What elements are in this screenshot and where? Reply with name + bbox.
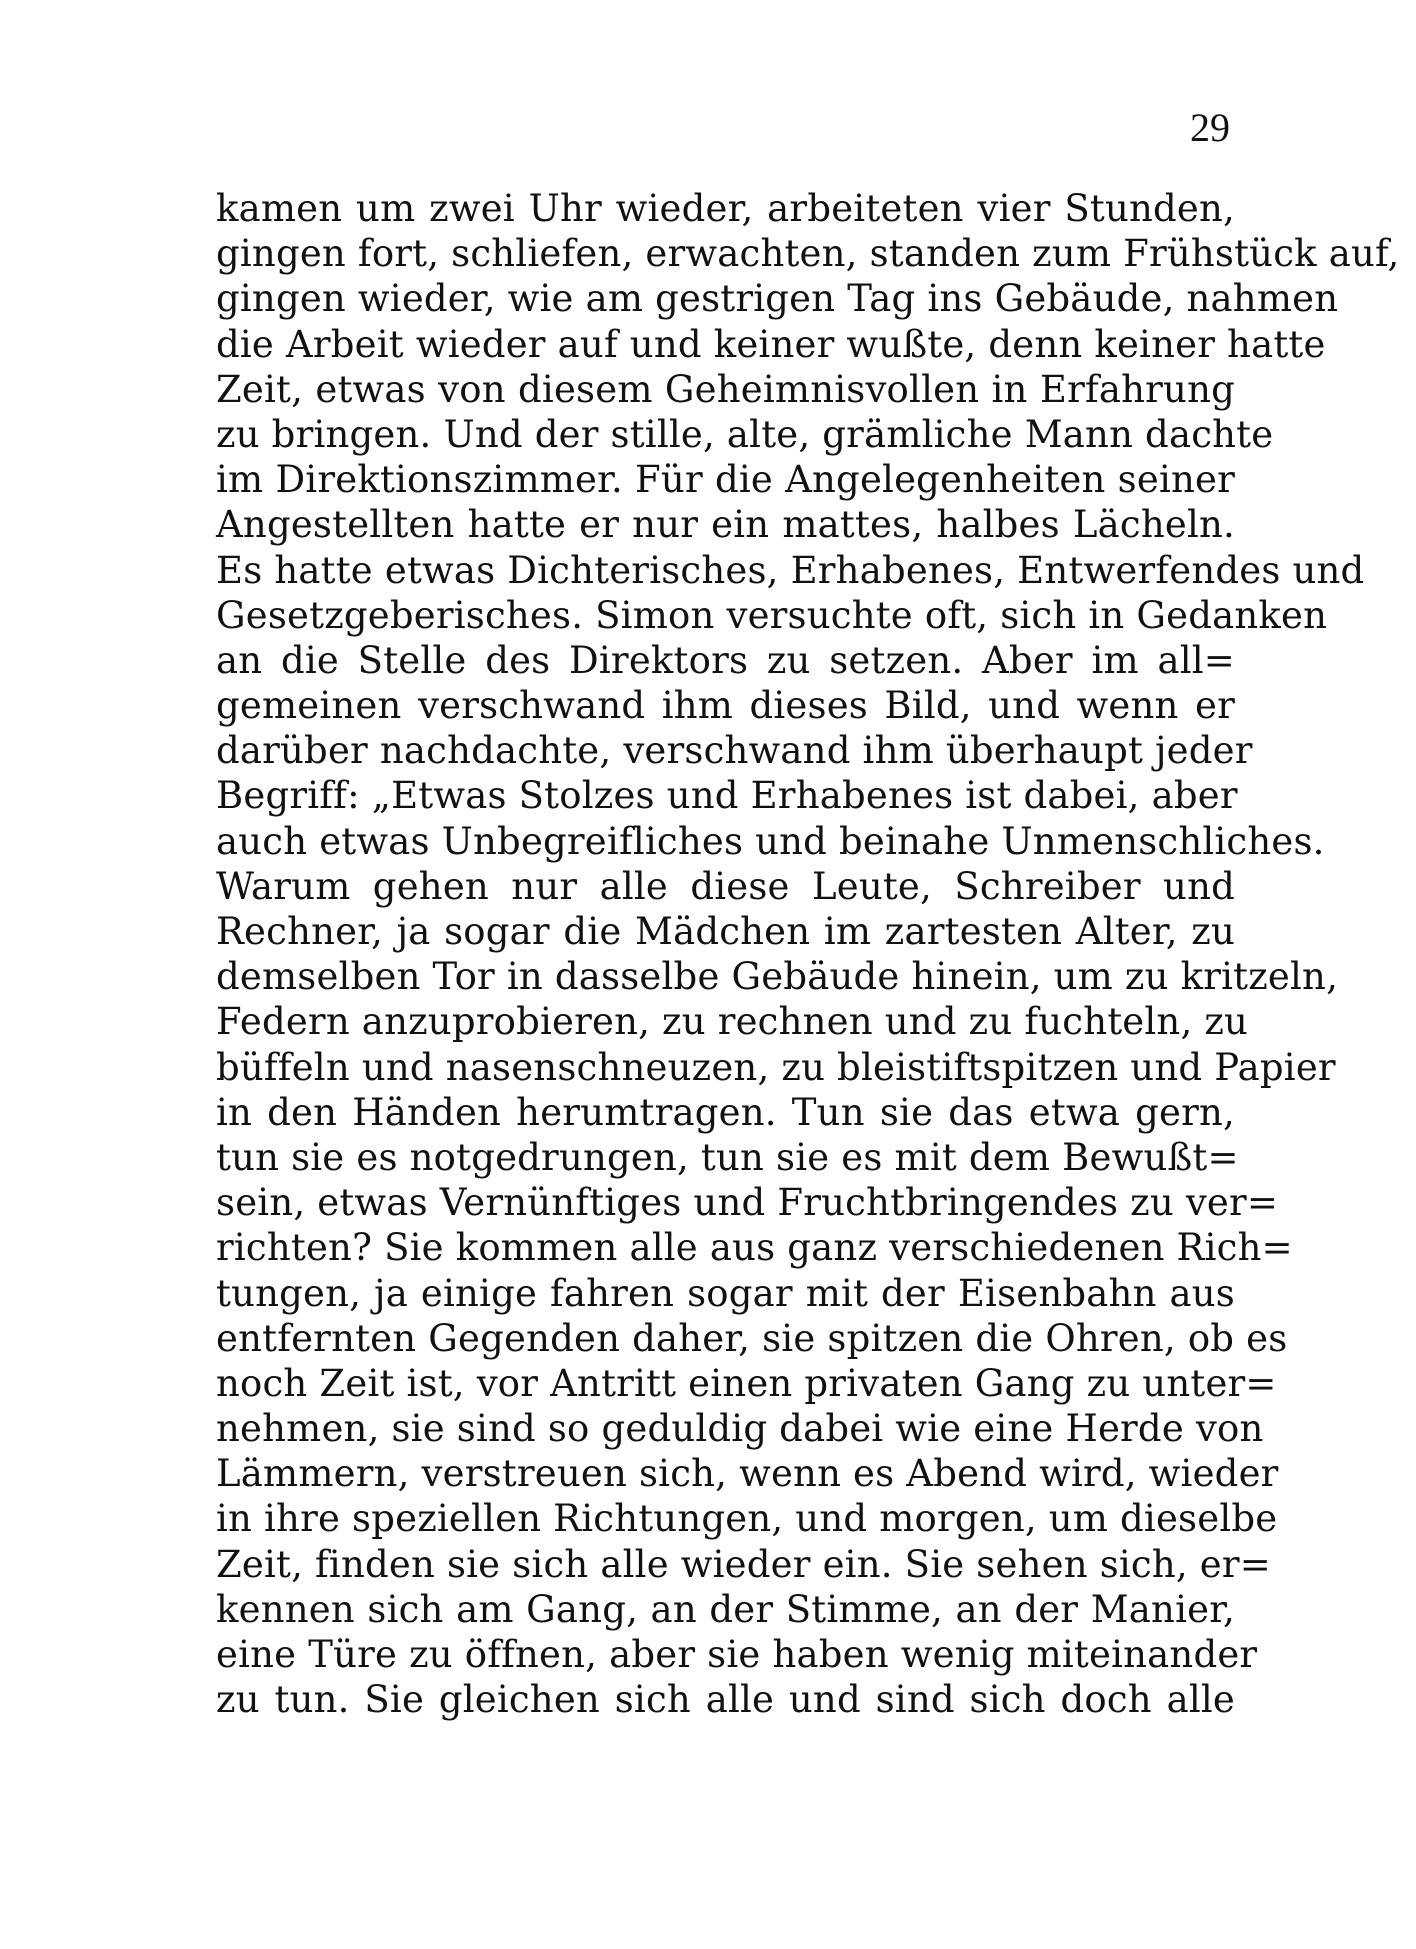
text-line: entfernten Gegenden daher, sie spitzen die Ohren, ob es (216, 1316, 1288, 1360)
text-line: richten? Sie kommen alle aus ganz verschiedenen Rich= (216, 1226, 1293, 1270)
text-line: Gesetzgeberisches. Simon versuchte oft, sich in Gedanken (216, 593, 1328, 637)
text-line: darüber nachdachte, verschwand ihm überhaupt jeder (216, 729, 1253, 773)
body-text (216, 186, 1400, 1722)
text-line: tun sie es notgedrungen, tun sie es mit dem Bewußt= (216, 1135, 1239, 1179)
text-line: nehmen, sie sind so geduldig dabei wie eine Herde von (216, 1407, 1264, 1451)
text-line: Lämmern, verstreuen sich, wenn es Abend wird, wieder (216, 1452, 1279, 1496)
text-line: büffeln und nasenschneuzen, zu bleistiftspitzen und Papier (216, 1045, 1336, 1089)
text-line: eine Türe zu öffnen, aber sie haben wenig miteinander (216, 1633, 1258, 1676)
text-line: im Direktionszimmer. Für die Angelegenheiten seiner (216, 458, 1235, 502)
text-line: Zeit, finden sie sich alle wieder ein. Sie sehen sich, er= (216, 1542, 1271, 1586)
text-line: Es hatte etwas Dichterisches, Erhabenes, Entwerfendes und (216, 548, 1365, 592)
text-line: gingen fort, schliefen, erwachten, standen zum Frühstück auf, (216, 232, 1400, 276)
text-line: Begriff: „Etwas Stolzes und Erhabenes ist dabei, aber (216, 774, 1238, 818)
text-line: kamen um zwei Uhr wieder, arbeiteten vier Stunden, (216, 187, 1235, 230)
text-line: in den Händen herumtragen. Tun sie das etwa gern, (216, 1090, 1235, 1134)
text-line: gingen wieder, wie am gestrigen Tag ins Gebäude, nahmen (216, 277, 1339, 321)
text-line: gemeinen verschwand ihm dieses Bild, und wenn er (216, 684, 1235, 728)
text-line: tungen, ja einige fahren sogar mit der Eisenbahn aus (216, 1271, 1235, 1315)
text-line: auch etwas Unbegreifliches und beinahe Unmenschliches. (216, 819, 1325, 863)
text-line: zu bringen. Und der stille, alte, grämliche Mann dachte (216, 412, 1274, 456)
text-line: Zeit, etwas von diesem Geheimnisvollen in Erfahrung (216, 367, 1235, 411)
text-line: Angestellten hatte er nur ein mattes, halbes Lächeln. (216, 503, 1235, 547)
text-line: sein, etwas Vernünftiges und Fruchtbringendes zu ver= (216, 1181, 1279, 1225)
text-line: Federn anzuprobieren, zu rechnen und zu fuchteln, zu (216, 1000, 1249, 1044)
text-line: an die Stelle des Direktors zu setzen. Aber im all= (216, 638, 1235, 682)
text-line: die Arbeit wieder auf und keiner wußte, denn keiner hatte (216, 322, 1326, 366)
page-number: 29 (1190, 105, 1230, 150)
text-line: noch Zeit ist, vor Antritt einen privaten Gang zu unter= (216, 1361, 1277, 1405)
text-line: kennen sich am Gang, an der Stimme, an der Manier, (216, 1587, 1235, 1631)
text-line: in ihre speziellen Richtungen, und morgen, um dieselbe (216, 1497, 1278, 1541)
text-line: zu tun. Sie gleichen sich alle und sind sich doch alle (216, 1678, 1235, 1722)
text-line: Warum gehen nur alle diese Leute, Schreiber und (216, 864, 1235, 908)
text-line: Rechner, ja sogar die Mädchen im zartesten Alter, zu (216, 910, 1235, 953)
text-line: demselben Tor in dasselbe Gebäude hinein, um zu kritzeln, (216, 955, 1339, 999)
